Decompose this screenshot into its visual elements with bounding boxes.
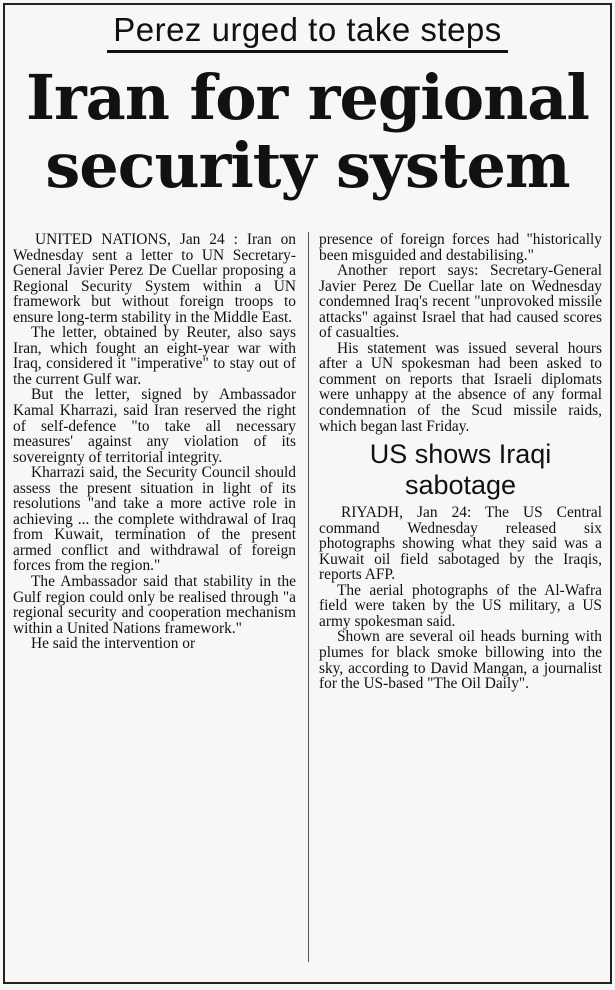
paragraph: Kharrazi said, the Security Council should assess the present situation in light of its resolutions "and take a more active role in achieving ... the complete withdrawal of Iraq from Kuwait, termination of the present armed conflict and withdrawal of foreign forces from the region." (13, 464, 296, 575)
paragraph: presence of foreign forces had "historically been misguided and destabilising." (319, 231, 602, 264)
border-bottom (3, 982, 612, 984)
paragraph: He said the intervention or (31, 635, 196, 653)
border-top (4, 3, 611, 5)
paragraph: UNITED NATIONS, Jan 24 : Iran on Wednesday sent a letter to UN Secretary-General Javier Perez De Cuellar proposing a Regional Security System within a UN framework but without foreign troops to ensure long-term stability in the Middle East. (13, 231, 296, 326)
article-left-column (13, 232, 296, 652)
paragraph: His statement was issued several hours after a UN spokesman had been asked to comment on reports that Israeli diplomats were unhappy at the absence of any formal condemnation of the Scud missile raids, which began last Friday. (319, 339, 602, 435)
column-divider (308, 232, 309, 962)
border-right (610, 3, 612, 984)
kicker-line (0, 8, 615, 53)
paragraph: But the letter, signed by Ambassador Kamal Kharrazi, said Iran reserved the right of self-defence "to take all necessary measures' against any violation of its sovereignty of territorial integrity. (13, 386, 296, 466)
paragraph: Shown are several oil heads burning with plumes for black smoke billowing into the sky, according to David Mangan, a journalist for the US-based "The Oil Daily". (319, 628, 602, 693)
border-left (3, 3, 5, 984)
sub-headline: US shows Iraqi sabotage (369, 439, 552, 501)
paragraph: The aerial photographs of the Al-Wafra field were taken by the US military, a US army spokesman said. (319, 581, 602, 630)
paragraph: Another report says: Secretary-General Javier Perez De Cuellar late on Wednesday condemned Iraq's recent "unprovoked missile attacks" against Israel that had caused scores of casualties. (319, 262, 602, 342)
headline: Iran for regional security system (26, 61, 589, 202)
paragraph: RIYADH, Jan 24: The US Central command Wednesday released six photographs showing what they said was a Kuwait oil field sabotaged by the Iraqis, reports AFP. (319, 504, 602, 584)
paragraph: The Ambassador said that stability in the Gulf region could only be realised through "a regional security and cooperation mechanism within a United Nations framework." (13, 573, 296, 637)
kicker-text: Perez urged to take steps (107, 10, 508, 53)
article-right-column (319, 232, 602, 692)
paragraph: The letter, obtained by Reuter, also says Iran, which fought an eight-year war with Iraq, considered it "imperative" to stay out of the current Gulf war. (13, 324, 296, 388)
